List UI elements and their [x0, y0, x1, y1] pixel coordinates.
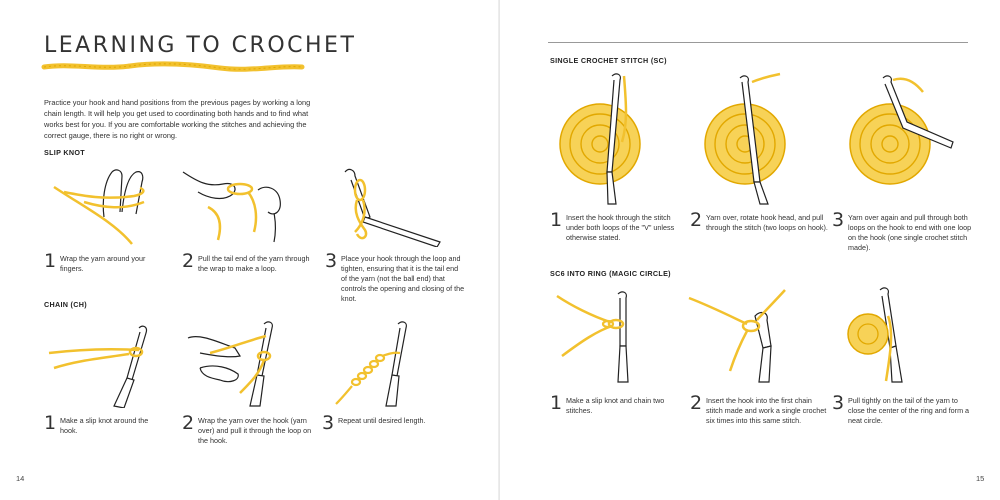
slip-knot-heading: SLIP KNOT	[44, 148, 85, 157]
chain-step-1-illustration	[44, 318, 159, 408]
chain-step-3-illustration	[322, 318, 442, 408]
sc-step-2	[690, 209, 830, 233]
sc-step-1	[550, 209, 675, 243]
slip-knot-step-3	[325, 250, 465, 304]
step-text: Place your hook through the loop and tighten, ensuring that it is the tail end of the yarn (not the ball end) that controls the opening and closing of the knot.	[341, 254, 465, 303]
chain-step-2-illustration	[180, 318, 310, 408]
ring-step-3-illustration	[830, 286, 950, 386]
ring-step-2-illustration	[685, 286, 815, 386]
intro-paragraph: Practice your hook and hand positions from the previous pages by working a long chain length. It will help you get used to coordinating both hands and to find what works best for you. If you are comfortable working the stitches and achieving the correct gauge, there is no right or wrong.	[44, 98, 311, 140]
chain-step-1	[44, 412, 164, 436]
step-text: Yarn over, rotate hook head, and pull through the stitch (two loops on hook).	[706, 213, 828, 232]
top-rule	[548, 42, 968, 43]
slip-knot-step-2-illustration	[178, 162, 303, 247]
step-number: 2	[690, 209, 703, 231]
step-number: 2	[182, 412, 195, 434]
step-text: Insert the hook into the first chain stitch made and work a single crochet six times into this same stitch.	[706, 396, 827, 425]
ring-heading: SC6 INTO RING (MAGIC CIRCLE)	[550, 269, 671, 278]
step-text: Yarn over again and pull through both loops on the hook to end with one loop on the hook (one single crochet stitch made).	[848, 213, 972, 252]
sc-step-1-illustration	[552, 72, 662, 207]
step-text: Wrap the yarn over the hook (yarn over) and pull it through the loop on the hook.	[198, 416, 312, 445]
step-text: Pull the tail end of the yarn through the wrap to make a loop.	[198, 254, 310, 273]
step-number: 1	[550, 209, 563, 231]
step-text: Insert the hook through the stitch under both loops of the "V" unless otherwise stated.	[566, 213, 675, 242]
step-number: 2	[690, 392, 703, 414]
chain-step-2	[182, 412, 312, 446]
step-number: 1	[44, 412, 57, 434]
step-number: 1	[550, 392, 563, 414]
slip-knot-step-1-illustration	[44, 162, 154, 247]
step-number: 3	[322, 412, 335, 434]
ring-step-3	[832, 392, 972, 426]
sc-step-3	[832, 209, 972, 253]
ring-step-1	[550, 392, 680, 416]
sc-step-2-illustration	[690, 72, 805, 207]
chain-heading: CHAIN (CH)	[44, 300, 87, 309]
step-text: Make a slip knot around the hook.	[60, 416, 149, 435]
step-number: 3	[832, 209, 845, 231]
slip-knot-step-3-illustration	[325, 162, 455, 247]
ring-step-1-illustration	[552, 286, 672, 386]
step-text: Make a slip knot and chain two stitches.	[566, 396, 665, 415]
step-number: 3	[325, 250, 338, 272]
slip-knot-step-1	[44, 250, 164, 274]
yarn-divider-illustration	[40, 60, 305, 74]
chain-step-3	[322, 412, 472, 434]
ring-step-2	[690, 392, 830, 426]
step-text: Repeat until desired length.	[338, 416, 426, 425]
step-text: Wrap the yarn around your fingers.	[60, 254, 146, 273]
sc-heading: SINGLE CROCHET STITCH (SC)	[550, 56, 667, 65]
sc-step-3-illustration	[835, 72, 960, 207]
step-text: Pull tightly on the tail of the yarn to close the center of the ring and form a neat circle.	[848, 396, 970, 425]
right-page	[500, 0, 1000, 500]
step-number: 1	[44, 250, 57, 272]
slip-knot-step-2	[182, 250, 312, 274]
step-number: 3	[832, 392, 845, 414]
step-number: 2	[182, 250, 195, 272]
page-number-right: 15	[976, 474, 985, 483]
page-number-left: 14	[16, 474, 25, 483]
page-title: LEARNING TO CROCHET	[44, 33, 357, 58]
